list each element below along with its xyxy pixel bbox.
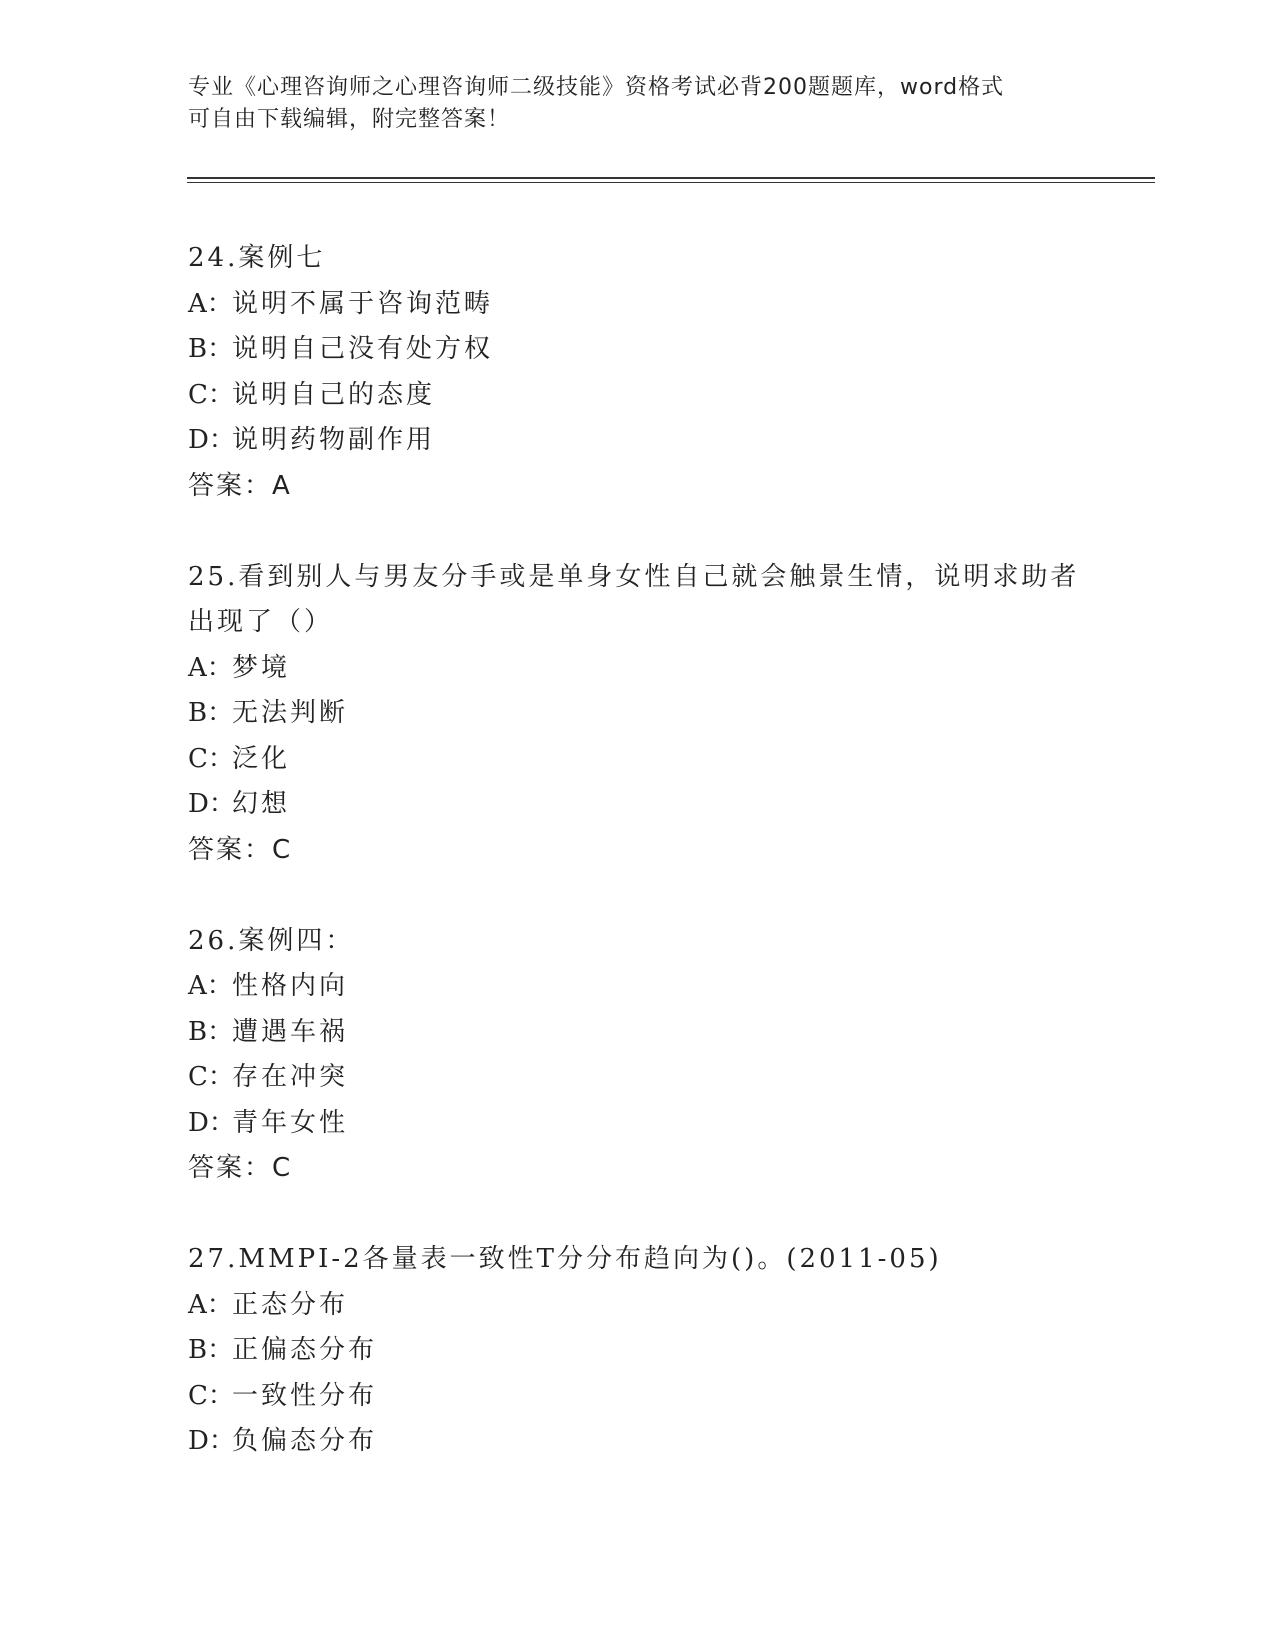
question-list bbox=[188, 236, 1088, 1465]
question-title bbox=[188, 919, 1088, 965]
option-text: 说明自己没有处方权 bbox=[232, 334, 494, 364]
option-a bbox=[188, 282, 1088, 328]
option-letter: C： bbox=[188, 1062, 234, 1092]
option-letter: C： bbox=[188, 743, 234, 774]
option-c bbox=[188, 1055, 1088, 1101]
question-27 bbox=[188, 1237, 1088, 1465]
question-title bbox=[188, 1237, 1088, 1283]
option-d bbox=[188, 1419, 1088, 1465]
option-letter: C： bbox=[188, 379, 234, 410]
option-b bbox=[188, 1328, 1088, 1374]
question-gap bbox=[188, 1192, 1088, 1238]
option-c bbox=[188, 1374, 1088, 1420]
option-letter: D： bbox=[188, 425, 235, 455]
question-gap bbox=[188, 509, 1088, 555]
option-letter: C： bbox=[188, 1380, 234, 1411]
option-text: 正态分布 bbox=[232, 1289, 349, 1320]
option-text: 说明不属于咨询范畴 bbox=[232, 288, 494, 319]
option-text: 一致性分布 bbox=[232, 1380, 378, 1411]
answer-line: 答案：C bbox=[188, 834, 293, 865]
option-letter: D： bbox=[188, 1107, 235, 1138]
option-a bbox=[188, 646, 1088, 692]
question-25 bbox=[188, 555, 1088, 874]
divider-thick bbox=[187, 177, 1155, 179]
option-text: 泛化 bbox=[232, 743, 291, 774]
option-text: 负偏态分布 bbox=[232, 1426, 378, 1456]
option-b bbox=[188, 1010, 1088, 1056]
option-a bbox=[188, 964, 1088, 1010]
question-title-line: 出现了（） bbox=[188, 607, 334, 637]
header-line-2: 可自由下载编辑，附完整答案！ bbox=[188, 107, 511, 132]
answer-line: 答案：C bbox=[188, 1153, 293, 1183]
option-d bbox=[188, 418, 1088, 464]
question-title-line: 25.看到别人与男友分手或是单身女性自己就会触景生情，说明求助者 bbox=[188, 561, 1080, 592]
option-text: 说明药物副作用 bbox=[232, 425, 436, 455]
option-letter: D： bbox=[188, 1426, 235, 1456]
option-d bbox=[188, 782, 1088, 828]
option-c bbox=[188, 737, 1088, 783]
option-a bbox=[188, 1283, 1088, 1329]
option-letter: A： bbox=[188, 1289, 233, 1320]
option-letter: A： bbox=[188, 288, 233, 319]
option-c bbox=[188, 373, 1088, 419]
question-24 bbox=[188, 236, 1088, 509]
question-title-line: 26.案例四： bbox=[188, 925, 355, 956]
option-letter: D： bbox=[188, 789, 235, 819]
option-b bbox=[188, 327, 1088, 373]
option-letter: B： bbox=[188, 1335, 234, 1365]
option-d bbox=[188, 1101, 1088, 1147]
option-text: 说明自己的态度 bbox=[232, 379, 436, 410]
option-text: 存在冲突 bbox=[232, 1062, 349, 1092]
document-header bbox=[188, 72, 1068, 136]
question-26 bbox=[188, 919, 1088, 1192]
option-letter: B： bbox=[188, 698, 234, 728]
option-text: 正偏态分布 bbox=[232, 1335, 378, 1365]
option-letter: B： bbox=[188, 1016, 234, 1047]
header-line-1: 专业《心理咨询师之心理咨询师二级技能》资格考试必背200题题库，word格式 bbox=[188, 75, 1005, 100]
option-text: 幻想 bbox=[232, 789, 291, 819]
header-divider bbox=[187, 177, 1155, 183]
option-letter: A： bbox=[188, 652, 233, 683]
option-text: 梦境 bbox=[232, 652, 291, 683]
question-title bbox=[188, 236, 1088, 282]
option-letter: A： bbox=[188, 971, 233, 1001]
question-title bbox=[188, 555, 1088, 646]
option-letter: B： bbox=[188, 334, 234, 364]
option-text: 遭遇车祸 bbox=[232, 1016, 349, 1047]
option-text: 无法判断 bbox=[232, 698, 349, 728]
question-title-line: 24.案例七 bbox=[188, 243, 326, 273]
option-b bbox=[188, 691, 1088, 737]
question-title-line: 27.MMPI-2各量表一致性T分分布趋向为()。(2011-05) bbox=[188, 1244, 942, 1274]
option-text: 青年女性 bbox=[232, 1107, 349, 1138]
option-text: 性格内向 bbox=[232, 971, 349, 1001]
question-gap bbox=[188, 873, 1088, 919]
answer-line: 答案：A bbox=[188, 470, 292, 501]
divider-thin bbox=[187, 182, 1155, 183]
